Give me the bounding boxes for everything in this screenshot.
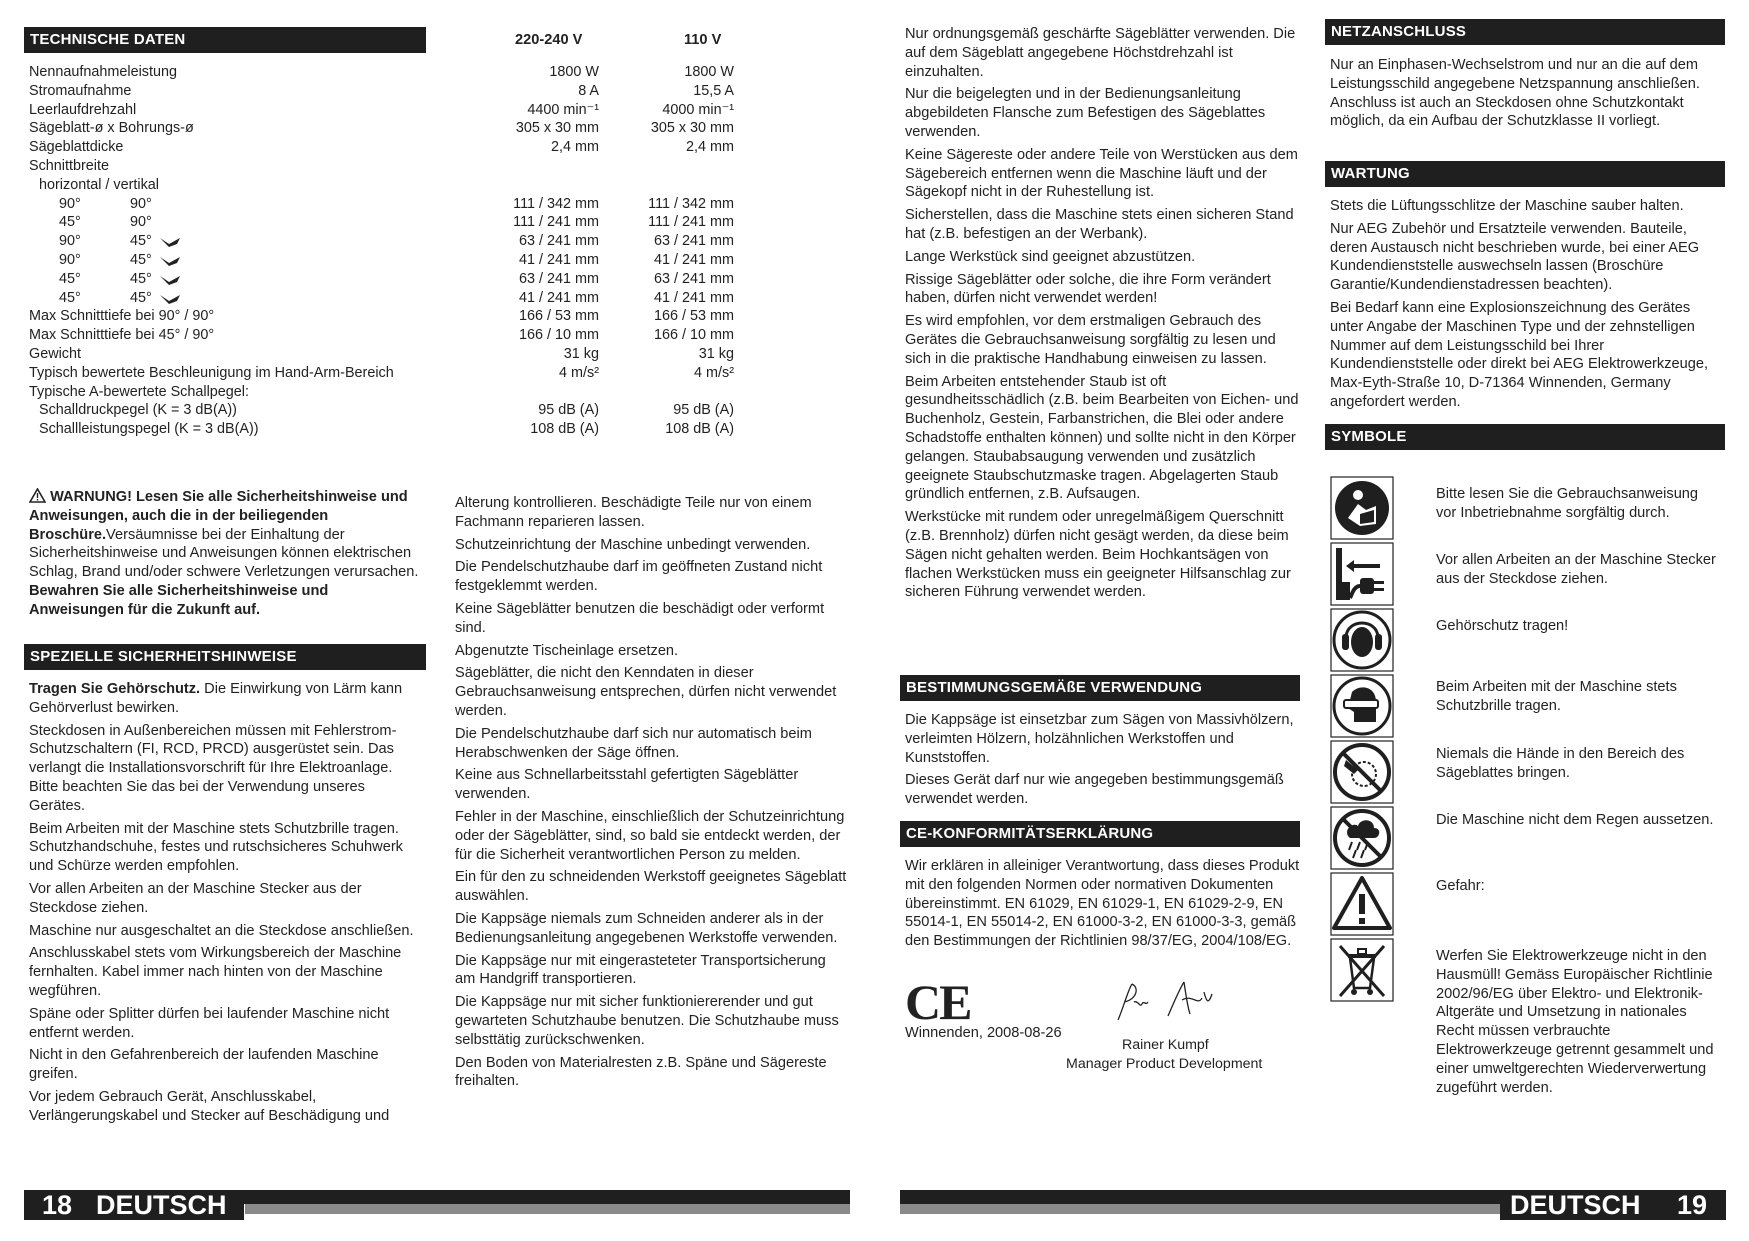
speziell-header — [24, 644, 426, 670]
signature-icon — [1110, 978, 1235, 1026]
spec-value-110v: 2,4 mm — [686, 139, 734, 156]
speziell-paras — [29, 722, 424, 1126]
place-date: Winnenden, 2008-08-26 — [905, 1025, 1062, 1041]
safety-paragraph: Nur ordnungsgemäß geschärfte Sägeblätter verwenden. Die auf dem Sägeblatt angegebene Höchstdrehzahl ist einzuhalten. — [905, 26, 1296, 80]
symbol-text: Werfen Sie Elektrowerkzeuge nicht in den Hausmüll! Gemäss Europäischer Richtlinie 2002/96/EG über Elektro- und Elektronik- Altgeräte und Umsetzung in nationales Recht müssen verbrauchte Elektrowerkzeuge getrennt gesammelt und einer umweltgerechten Wiederverwertung zugeführt werden. — [1436, 948, 1714, 1096]
safety-paragraph: Die Kappsäge niemals zum Schneiden anderer als in der Bedienungsanleitung angegebenen Werkstoffe verwenden. — [455, 910, 838, 946]
spec-label: Sägeblatt-ø x Bohrungs-ø — [29, 120, 194, 137]
spec-label: Typisch bewertete Beschleunigung im Hand-Arm-Bereich — [29, 364, 394, 381]
safety-paragraph: Lange Werkstück sind geeignet abzustützen. — [905, 248, 1196, 265]
safety-paragraph: Fehler in der Maschine, einschließlich der Schutzeinrichtung oder der Sägeblätter, sind, so bald sie entdeckt werden, der für die Sicherheit verantwortlichen Person zu melden. — [455, 808, 845, 863]
tech-col2-header: 110 V — [684, 32, 722, 48]
spec-value-220v: 166 / 10 mm — [519, 327, 599, 344]
symbol-text: Die Maschine nicht dem Regen aussetzen. — [1436, 812, 1714, 828]
safety-paragraph: Keine Sägereste oder andere Teile von Werstücken aus dem Sägebereich entfernen wenn die Maschine läuft und der Sägekopf nicht in der Ruhestellung ist. — [905, 146, 1298, 201]
safety-paragraph: Sägeblätter, die nicht den Kenndaten in dieser Gebrauchsanweisung entsprechen, dürfen nicht verwendet werden. — [455, 665, 837, 719]
spec-label: Max Schnitttiefe bei 45° / 90° — [29, 327, 215, 344]
no-rain-icon — [1330, 806, 1394, 870]
spec-label-2: 90° — [130, 214, 152, 231]
spec-label: Schalldruckpegel (K = 3 dB(A)) — [39, 402, 237, 419]
spec-label: 90° — [59, 195, 81, 212]
spec-value-110v: 95 dB (A) — [673, 402, 734, 419]
spec-label: Schnittbreite — [29, 157, 109, 174]
bevel-angle-icon — [159, 236, 181, 248]
speziell-paragraph: Maschine nur ausgeschaltet an die Steckdose anschließen. — [29, 922, 414, 939]
column-2 — [455, 494, 850, 1095]
spec-value-220v: 4400 min⁻¹ — [527, 101, 599, 118]
spec-value-220v: 111 / 241 mm — [513, 214, 599, 231]
footer-left-gray — [245, 1204, 850, 1214]
spec-row — [29, 289, 749, 308]
spec-row — [29, 270, 749, 289]
spec-row — [29, 326, 749, 345]
spec-value-110v: 63 / 241 mm — [654, 270, 734, 287]
spec-label: Leerlaufdrehzahl — [29, 101, 137, 118]
bestimmung-body — [905, 711, 1300, 813]
warning-block — [29, 488, 424, 582]
weee-bin-icon — [1330, 938, 1394, 1002]
speziell-first-para — [29, 680, 424, 718]
column-1 — [29, 488, 424, 624]
spec-value-220v: 95 dB (A) — [538, 402, 599, 419]
spec-label: Nennaufnahmeleistung — [29, 64, 178, 80]
footer-left-page: 18 — [42, 1190, 73, 1220]
spec-value-110v: 111 / 241 mm — [648, 214, 734, 231]
speziell-paragraph: Beim Arbeiten mit der Maschine stets Schutzbrille tragen. Schutzhandschuhe, festes und rutschsicheres Schuhwerk und Schürze werden empfohlen. — [29, 820, 403, 875]
netz-text: Nur an Einphasen-Wechselstrom und nur an die auf dem Leistungsschild angegebene Netzspannung anschließen. Anschluss ist auch an Steckdosen ohne Schutzkontakt möglich, da ein Aufbau der Schutzklasse II vorliegt. — [1330, 57, 1700, 130]
spec-value-110v: 31 kg — [698, 345, 734, 362]
spec-row — [29, 138, 749, 157]
spec-label: Schallleistungspegel (K = 3 dB(A)) — [39, 421, 259, 438]
tech-col1-header: 220-240 V — [515, 32, 583, 48]
bestimmung-paragraph: Die Kappsäge ist einsetzbar zum Sägen von Massivhölzern, verleimten Hölzern, holzähnlichen Werkstoffen und Kunststoffen. — [905, 712, 1294, 766]
spec-value-220v: 41 / 241 mm — [519, 289, 599, 306]
netz-header-text: NETZANSCHLUSS — [1331, 23, 1467, 40]
spec-value-220v: 41 / 241 mm — [519, 251, 599, 268]
signer-name: Rainer Kumpf — [1122, 1037, 1209, 1053]
spec-row — [29, 383, 749, 402]
spec-value-110v: 166 / 53 mm — [654, 308, 734, 325]
speziell-paragraph: Nicht in den Gefahrenbereich der laufenden Maschine greifen. — [29, 1047, 379, 1083]
spec-row — [29, 63, 749, 82]
spec-row — [29, 119, 749, 138]
safety-goggles-icon — [1330, 674, 1394, 738]
spec-label: 45° — [59, 270, 81, 287]
footer-right-page: 19 — [1677, 1190, 1708, 1220]
speziell-paragraph: Steckdosen in Außenbereichen müssen mit Fehlerstrom-Schutzschaltern (FI, RCD, PRCD) ausgerüstet sein. Das verlangt die Installationsvorschrift für Ihre Elektroanlage. Bitte beachten Sie das bei der Verwendung unseres Gerätes. — [29, 722, 397, 814]
footer-right-gray — [900, 1204, 1500, 1214]
speziell-paragraph: Vor allen Arbeiten an der Maschine Stecker aus der Steckdose ziehen. — [29, 880, 362, 916]
spec-value-220v: 8 A — [578, 82, 599, 99]
spec-value-110v: 166 / 10 mm — [654, 327, 734, 344]
spec-row — [29, 157, 749, 176]
speziell-header-text: SPEZIELLE SICHERHEITSHINWEISE — [30, 648, 297, 665]
spec-value-110v: 305 x 30 mm — [650, 120, 734, 137]
symbole-header — [1325, 424, 1725, 450]
safety-paragraph: Schutzeinrichtung der Maschine unbedingt verwenden. — [455, 536, 811, 553]
spec-row — [29, 213, 749, 232]
wartung-body — [1330, 197, 1725, 416]
bevel-angle-icon — [159, 274, 181, 286]
speziell-first-text: Die Einwirkung von Lärm kann Gehörverlust bewirken. — [29, 681, 403, 716]
ce-mark: CE — [905, 974, 971, 1030]
spec-value-110v: 41 / 241 mm — [654, 251, 734, 268]
speziell-paragraph: Späne oder Splitter dürfen bei laufender Maschine nicht entfernt werden. — [29, 1005, 390, 1041]
spec-label: Sägeblattdicke — [29, 139, 124, 156]
symbole-header-text: SYMBOLE — [1331, 428, 1407, 445]
spec-value-110v: 4000 min⁻¹ — [662, 101, 734, 118]
spec-label: 45° — [59, 214, 81, 231]
spec-value-110v: 63 / 241 mm — [654, 233, 734, 250]
spec-row — [29, 364, 749, 383]
spec-label: Max Schnitttiefe bei 90° / 90° — [29, 308, 215, 325]
spec-value-220v: 63 / 241 mm — [519, 233, 599, 250]
symbol-text: Niemals die Hände in den Bereich des Sägeblattes bringen. — [1436, 746, 1685, 781]
ce-header — [900, 821, 1300, 847]
bestimmung-paragraph: Dieses Gerät darf nur wie angegeben bestimmungsgemäß verwendet werden. — [905, 772, 1284, 808]
spec-value-220v: 2,4 mm — [551, 139, 599, 156]
bestimmung-header-text: BESTIMMUNGSGEMÄßE VERWENDUNG — [906, 679, 1203, 696]
spec-label-2: 45° — [130, 233, 152, 250]
symbol-text: Bitte lesen Sie die Gebrauchsanweisung vor Inbetriebnahme sorgfältig durch. — [1436, 486, 1699, 521]
safety-paragraph: Keine aus Schnellarbeitsstahl gefertigten Sägeblätter verwenden. — [455, 767, 799, 803]
spec-row — [29, 401, 749, 420]
spec-row — [29, 82, 749, 101]
safety-paragraph: Den Boden von Materialresten z.B. Späne und Sägereste freihalten. — [455, 1054, 827, 1090]
spec-row — [29, 251, 749, 270]
no-hands-icon — [1330, 740, 1394, 804]
spec-value-220v: 305 x 30 mm — [515, 120, 599, 137]
spec-label: 90° — [59, 251, 81, 268]
spec-label-2: 90° — [130, 195, 152, 212]
spec-value-220v: 108 dB (A) — [530, 421, 599, 438]
spec-row — [29, 307, 749, 326]
speziell-first-bold: Tragen Sie Gehörschutz. — [29, 681, 201, 697]
netz-header — [1325, 19, 1725, 45]
wartung-header-text: WARTUNG — [1331, 165, 1410, 182]
spec-label: 90° — [59, 233, 81, 250]
spec-label-2: 45° — [130, 270, 152, 287]
footer-left-lang: DEUTSCH — [96, 1190, 227, 1220]
spec-value-110v: 111 / 342 mm — [648, 195, 734, 212]
spec-value-110v: 108 dB (A) — [665, 421, 734, 438]
warning-triangle-icon — [29, 488, 46, 503]
symbol-text: Beim Arbeiten mit der Maschine stets Schutzbrille tragen. — [1436, 679, 1677, 714]
spec-value-220v: 1800 W — [549, 64, 599, 80]
spec-value-220v: 111 / 342 mm — [513, 195, 599, 212]
column-3 — [905, 25, 1300, 606]
safety-paragraph: Die Pendelschutzhaube darf im geöffneten Zustand nicht festgeklemmt werden. — [455, 559, 823, 595]
symbol-text: Gefahr: — [1436, 878, 1485, 894]
wartung-paragraph: Stets die Lüftungsschlitze der Maschine sauber halten. — [1330, 198, 1684, 214]
tech-header-text: TECHNISCHE DATEN — [30, 31, 186, 48]
spec-value-220v: 166 / 53 mm — [519, 308, 599, 325]
safety-paragraph: Die Kappsäge nur mit sicher funktioniererender und gut gewarteten Schutzhaube benutzen. Die Schutzhaube muss selbsttätig zurückschwenken. — [455, 994, 839, 1048]
warning-text: Versäumnisse bei der Einhaltung der Sicherheitshinweise und Anweisungen können elektrischen Schlag, Brand und/oder schwere Verletzungen verursachen. — [29, 526, 419, 581]
spec-value-220v: 31 kg — [563, 345, 599, 362]
warning-bold-text: WARNUNG! Lesen Sie alle Sicherheitshinweise und Anweisungen, auch die in der beiliegenden Broschüre. — [29, 489, 408, 543]
ce-header-text: CE-KONFORMITÄTSERKLÄRUNG — [906, 825, 1154, 842]
safety-paragraph: Die Kappsäge nur mit eingerasteteter Transportsicherung am Handgriff transportieren. — [455, 952, 826, 988]
read-manual-icon — [1330, 476, 1394, 540]
spec-label-2: 45° — [130, 251, 152, 268]
safety-paragraph: Ein für den zu schneidenden Werkstoff geeignetes Sägeblatt auswählen. — [455, 869, 847, 905]
safety-paragraph: Abgenutzte Tischeinlage ersetzen. — [455, 642, 679, 659]
spec-label: Typische A-bewertete Schallpegel: — [29, 383, 249, 400]
warning-keep: Bewahren Sie alle Sicherheitshinweise und Anweisungen für die Zukunft auf. — [29, 582, 329, 618]
netz-body — [1330, 56, 1725, 135]
footer-right-lang: DEUTSCH — [1510, 1190, 1641, 1220]
spec-label: horizontal / vertikal — [39, 176, 159, 193]
speziell-body — [29, 680, 424, 1130]
safety-paragraph: Es wird empfohlen, vor dem erstmaligen Gebrauch des Gerätes die Gebrauchsanweisung sorgfältig zu lesen und sich in die praktische Handhabung einweisen zu lassen. — [905, 313, 1276, 367]
ce-body — [905, 857, 1300, 955]
spec-value-110v: 41 / 241 mm — [654, 289, 734, 306]
safety-paragraph: Rissige Sägeblätter oder solche, die ihre Form verändert haben, dürfen nicht verwendet werden! — [905, 271, 1271, 307]
spec-row — [29, 195, 749, 214]
safety-paragraph: Nur die beigelegten und in der Bedienungsanleitung abgebildeten Flansche zum Befestigen des Sägeblattes verwenden. — [905, 86, 1266, 140]
danger-icon — [1330, 872, 1394, 936]
safety-paragraph: Die Pendelschutzhaube darf sich nur automatisch beim Herabschwenken der Säge öffnen. — [455, 725, 812, 761]
ce-text: Wir erklären in alleiniger Verantwortung, dass dieses Produkt mit den folgenden Normen oder normativen Dokumenten übereinstimmt. EN 61029, EN 61029-1, EN 61029-2-9, EN 55014-1, EN 55014-2, EN 61000-3-2, EN 61000-3-3, gemäß den Bestimmungen der Richtlinien 98/37/EG, 2004/108/EG. — [905, 858, 1300, 950]
spec-value-220v: 63 / 241 mm — [519, 270, 599, 287]
spec-row — [29, 176, 749, 195]
spec-label: Gewicht — [29, 345, 81, 362]
tech-spec-table — [29, 63, 749, 439]
symbol-text: Vor allen Arbeiten an der Maschine Stecker aus der Steckdose ziehen. — [1436, 552, 1716, 587]
spec-row — [29, 345, 749, 364]
safety-paragraph: Beim Arbeiten entstehender Staub ist oft gesundheitsschädlich (z.B. beim Bearbeiten von Eichen- und Buchenholz, Gestein, Farbanstrichen, die Blei oder andere Schadstoffe enthalten können) und sollte nicht in den Körper gelangen. Staubabsaugung verwenden und zusätzlich geeignete Staubschutzmaske tragen. Abgelagerten Staub gründlich entfernen, z.B. Aufsaugen. — [905, 373, 1299, 503]
spec-value-110v: 4 m/s² — [694, 364, 734, 381]
spec-label: 45° — [59, 289, 81, 306]
bevel-angle-icon — [159, 293, 181, 305]
spec-row — [29, 101, 749, 120]
signer-title: Manager Product Development — [1066, 1056, 1263, 1072]
spec-row — [29, 232, 749, 251]
wartung-paragraph: Nur AEG Zubehör und Ersatzteile verwenden. Bauteile, deren Austausch nicht beschrieben wurde, bei einer AEG Kundendienststelle auswechseln lassen (Broschüre Garantie/Kundendienstadressen beachten). — [1330, 220, 1700, 294]
safety-paragraph: Alterung kontrollieren. Beschädigte Teile nur von einem Fachmann reparieren lassen. — [455, 495, 812, 530]
spec-value-110v: 1800 W — [684, 64, 734, 80]
spec-row — [29, 420, 749, 439]
wartung-header — [1325, 161, 1725, 187]
spec-value-220v: 4 m/s² — [559, 364, 599, 381]
safety-paragraph: Keine Sägeblätter benutzen die beschädigt oder verformt sind. — [455, 600, 825, 636]
unplug-icon — [1330, 542, 1394, 606]
speziell-paragraph: Anschlusskabel stets vom Wirkungsbereich der Maschine fernhalten. Kabel immer nach hinten von der Maschine wegführen. — [29, 945, 402, 999]
wartung-paragraph: Bei Bedarf kann eine Explosionszeichnung des Gerätes unter Angabe der Maschinen Type und der zehnstelligen Nummer auf dem Leistungsschild bei Ihrer Kundendienststelle oder direkt bei AEG Elektrowerkzeuge, Max-Eyth-Straße 10, D-71364 Winnenden, Germany angefordert werden. — [1330, 299, 1709, 410]
spec-label-2: 45° — [130, 289, 152, 306]
symbol-text: Gehörschutz tragen! — [1436, 618, 1569, 634]
tech-header — [24, 27, 426, 53]
spec-value-110v: 15,5 A — [693, 82, 734, 99]
safety-paragraph: Werkstücke mit rundem oder unregelmäßigem Querschnitt (z.B. Brennholz) dürfen nicht gesägt werden, da diese beim Sägen nicht gehalten werden. Beim Hochkantsägen von flachen Werkstücken muss ein geeigneter Hilfsanschlag zur sicheren Führung verwendet werden. — [905, 509, 1291, 601]
bevel-angle-icon — [159, 255, 181, 267]
speziell-paragraph: Vor jedem Gebrauch Gerät, Anschlusskabel, Verlängerungskabel und Stecker auf Beschädigung und — [29, 1088, 390, 1124]
spec-label: Stromaufnahme — [29, 82, 132, 99]
ear-protection-icon — [1330, 608, 1394, 672]
safety-paragraph: Sicherstellen, dass die Maschine stets einen sicheren Stand hat (z.B. befestigen an der Werbank). — [905, 207, 1294, 242]
bestimmung-header — [900, 675, 1300, 701]
